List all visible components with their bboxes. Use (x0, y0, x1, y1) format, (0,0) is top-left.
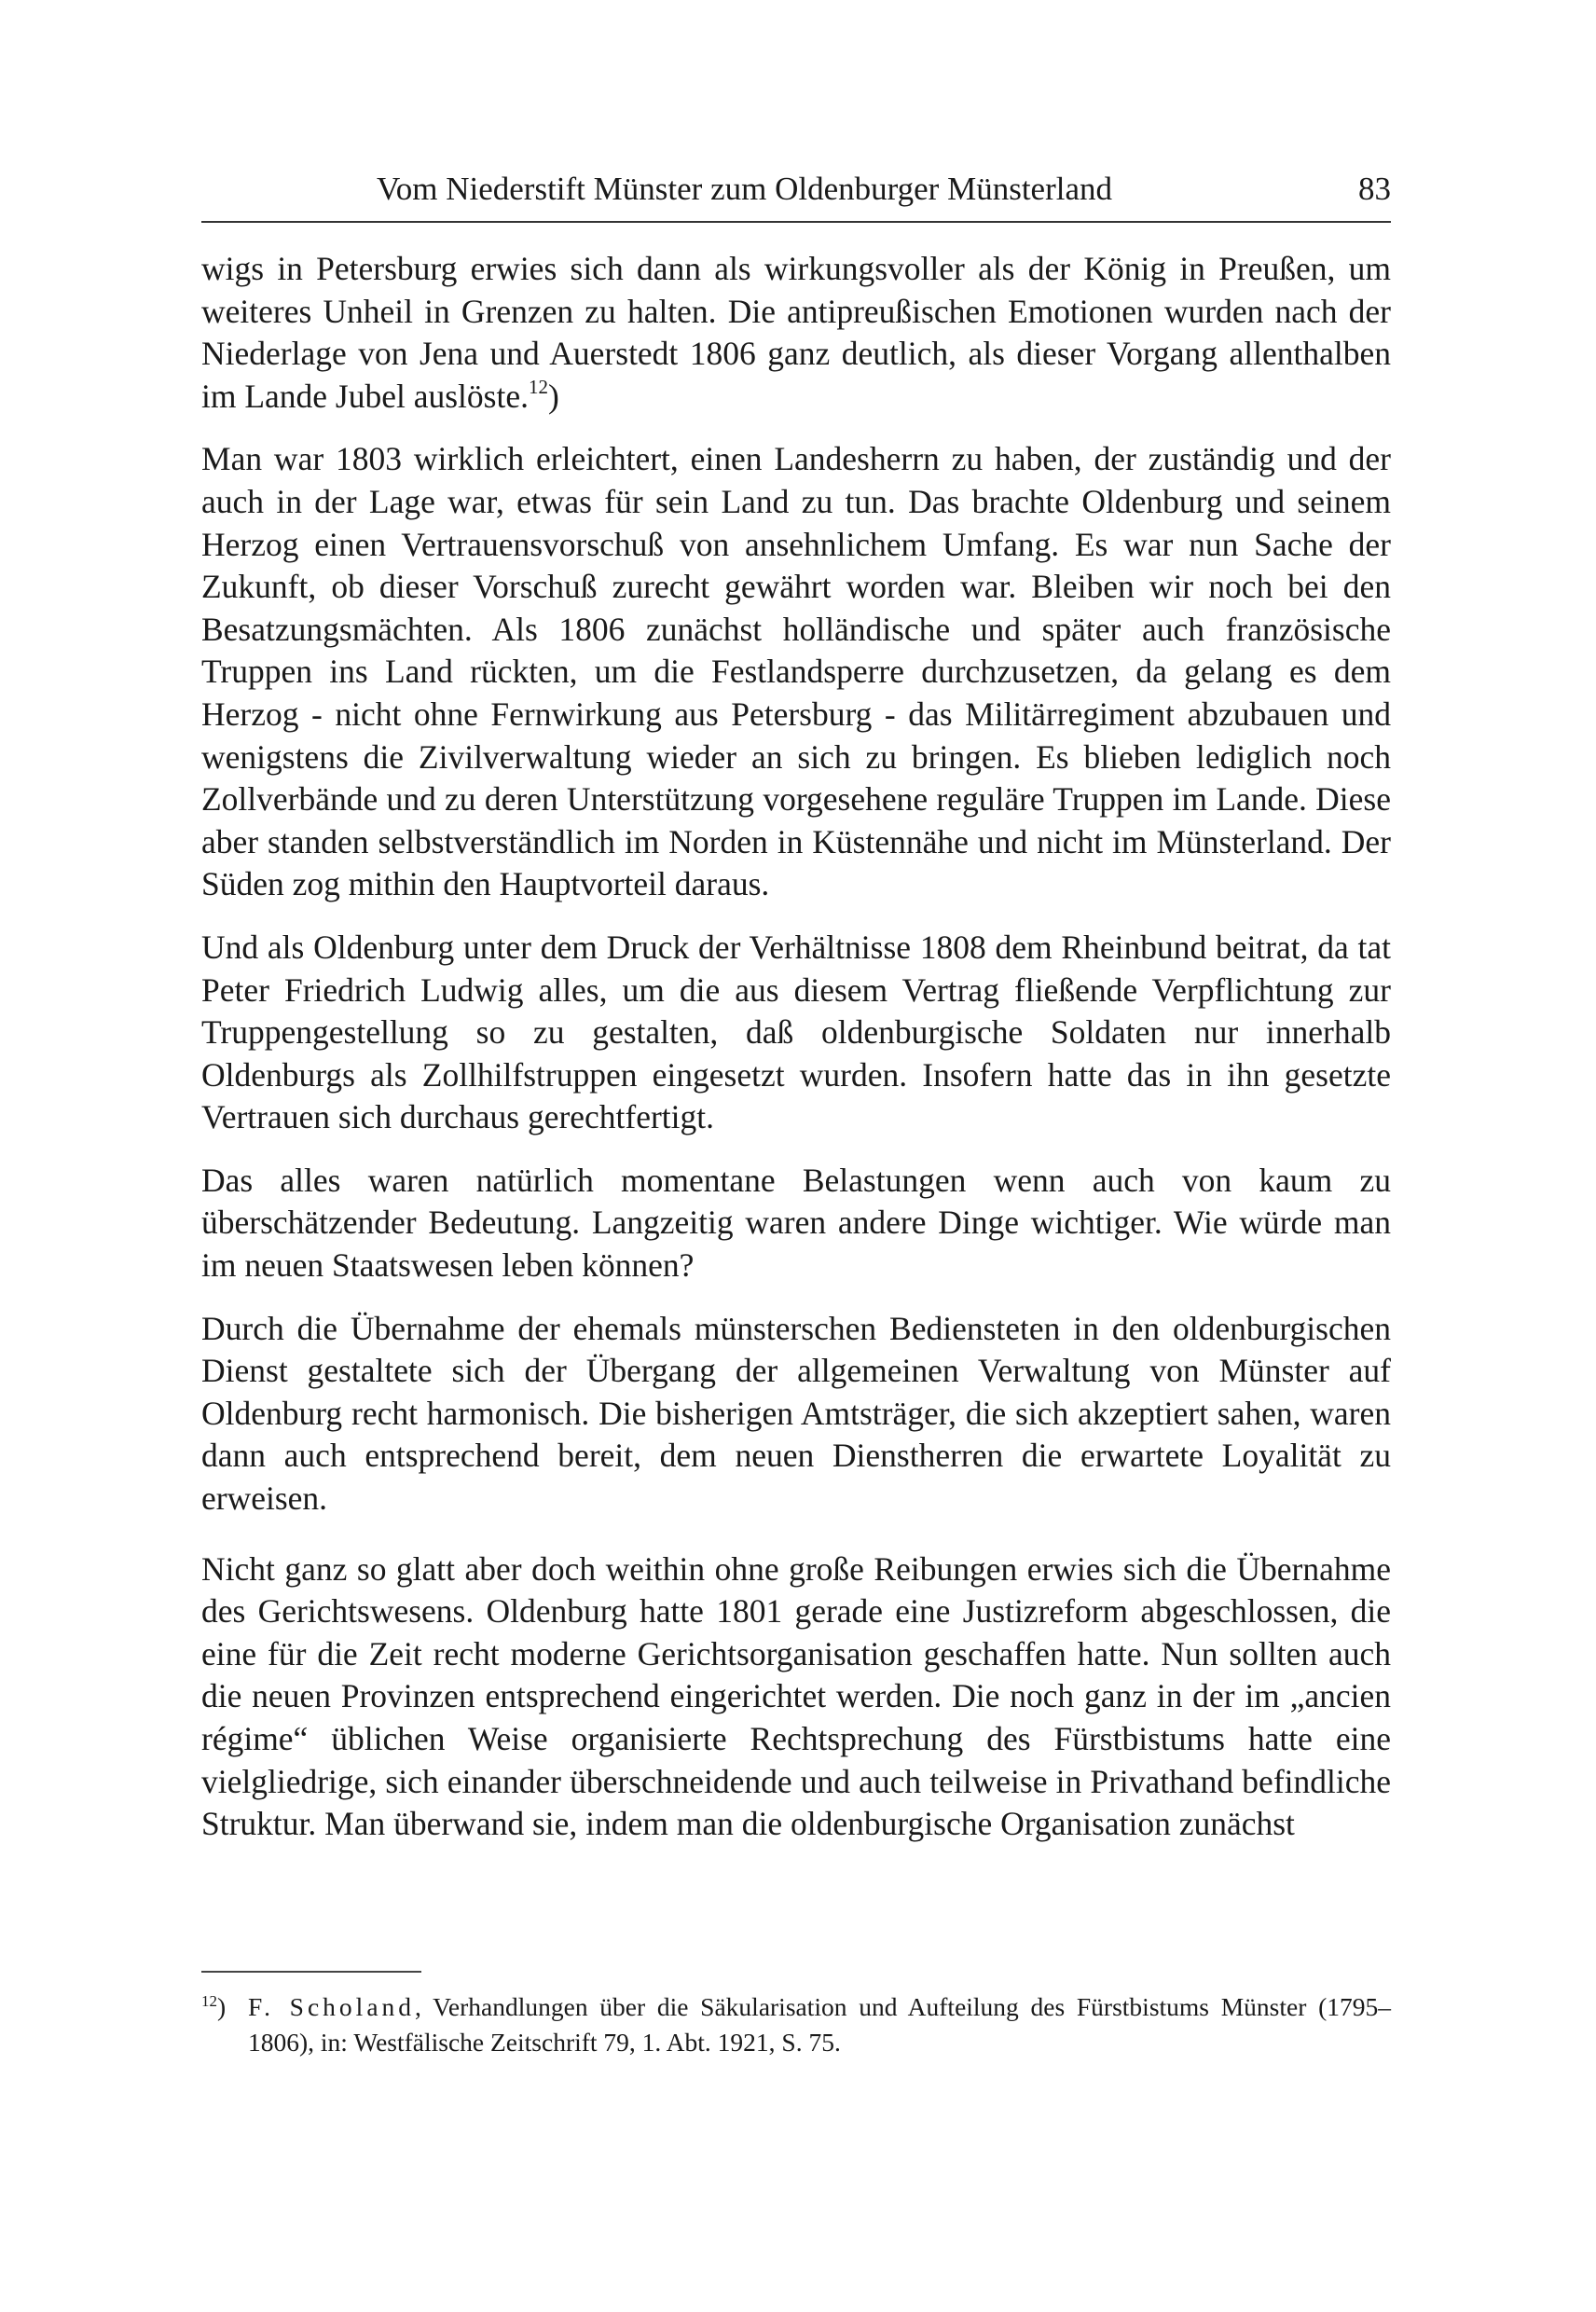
paragraph-5 (201, 1308, 1391, 1521)
paragraph-text: Man war 1803 wirklich erleichtert, einen Landesherrn zu haben, der zuständig und der auch in der Lage war, etwas für sein Land zu tun. Das brachte Oldenburg und seinem Herzog einen Vertrauensvorschuß von ansehnlichem Umfang. Es war nun Sache der Zukunft, ob dieser Vorschuß zurecht gewährt worden war. Bleiben wir noch bei den Besatzungsmächten. Als 1806 zunächst holländische und später auch französische Truppen ins Land rückten, um die Festlandsperre durchzusetzen, da gelang es dem Herzog - nicht ohne Fernwirkung aus Petersburg - das Militärregiment abzubauen und wenigstens die Zivilverwaltung wieder an sich zu bringen. Es blieben lediglich noch Zollverbände und zu deren Unterstützung vorgesehene reguläre Truppen im Lande. Diese aber standen selbstverständlich im Norden in Küstennähe und nicht im Münsterland. Der Süden zog mithin den Hauptvorteil daraus. (201, 440, 1391, 903)
paragraph-text: Das alles waren natürlich momentane Belastungen wenn auch von kaum zu überschätzender Bedeutung. Langzeitig waren andere Dinge wichtiger. Wie würde man im neuen Staatswesen leben können? (201, 1161, 1391, 1285)
header-rule (201, 221, 1391, 223)
paragraph-text: wigs in Petersburg erwies sich dann als wirkungsvoller als der König in Preußen, um weiteres Unheil in Grenzen zu halten. Die antipreußischen Emotionen wurden nach der Niederlage von Jena und Auerstedt 1806 ganz deutlich, als dieser Vorgang allenthalben im Lande Jubel auslöste. (201, 250, 1391, 415)
paragraph-6 (201, 1548, 1391, 1846)
paragraph-1 (201, 248, 1391, 418)
paragraph-3 (201, 927, 1391, 1139)
page-number: 83 (1358, 171, 1391, 207)
footnote-reference-suffix: ) (547, 377, 559, 415)
footnote-text: , Verhandlungen über die Säkularisation und Aufteilung des Fürstbistums Münster (1795–1806), in: Westfälische Zeitschrift 79, 1. Abt. 1921, S. 75. (248, 1992, 1391, 2057)
footnote-12 (201, 1989, 1391, 2060)
footnote-reference[interactable]: 12 (528, 375, 548, 398)
paragraph-text: Durch die Übernahme der ehemals münsterschen Bediensteten in den oldenburgischen Dienst gestaltete sich der Übergang der allgemeinen Verwaltung von Münster auf Oldenburg recht harmonisch. Die bisherigen Amtsträger, die sich akzeptiert sahen, waren dann auch entsprechend bereit, dem neuen Dienstherren die erwartete Loyalität zu erweisen. (201, 1309, 1391, 1518)
footnote-author: F. Scholand (248, 1992, 416, 2021)
footnote-marker: $^{12}$) (201, 1991, 227, 2021)
paragraph-text: Nicht ganz so glatt aber doch weithin ohne große Reibungen erwies sich die Übernahme des Gerichtswesens. Oldenburg hatte 1801 gerade eine Justizreform abgeschlossen, die eine für die Zeit recht moderne Gerichtsorganisation geschaffen hatte. Nun sollten auch die neuen Provinzen entsprechend eingerichtet werden. Die noch ganz in der im „ancien régime“ üblichen Weise organisierte Rechtsprechung des Fürstbistums hatte eine vielgliedrige, sich einander überschneidende und auch teilweise in Privathand befindliche Struktur. Man überwand sie, indem man die oldenburgische Organisation zunächst (201, 1549, 1391, 1843)
paragraph-4 (201, 1160, 1391, 1287)
running-header (201, 166, 1391, 213)
body-text (201, 248, 1391, 1866)
paragraph-text: Und als Oldenburg unter dem Druck der Verhältnisse 1808 dem Rheinbund beitrat, da tat Peter Friedrich Ludwig alles, um die aus diesem Vertrag fließende Verpflichtung zur Truppengestellung so zu gestalten, daß oldenburgische Soldaten nur innerhalb Oldenburgs als Zollhilfstruppen eingesetzt wurden. Insofern hatte das in ihn gesetzte Vertrauen sich durchaus gerechtfertigt. (201, 928, 1391, 1136)
footnote-rule (201, 1971, 421, 1973)
footnotes (201, 1989, 1391, 2060)
paragraph-2 (201, 438, 1391, 906)
running-title: Vom Niederstift Münster zum Oldenburger Münsterland (377, 171, 1112, 207)
